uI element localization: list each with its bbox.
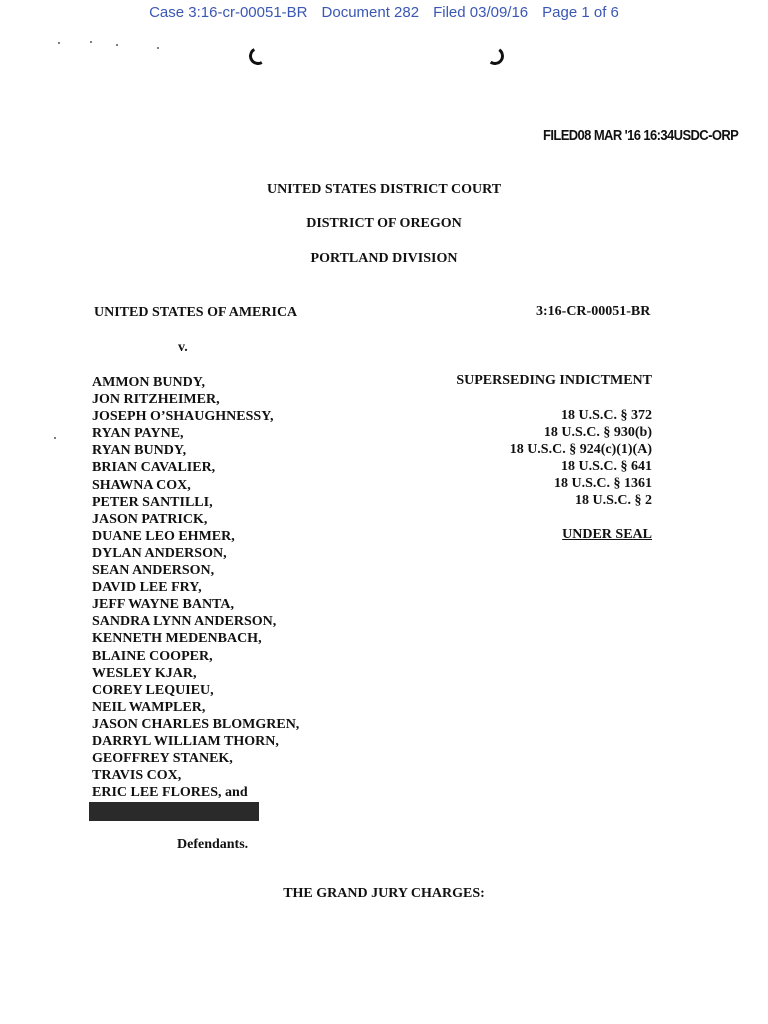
court-district: DISTRICT OF OREGON (306, 216, 462, 231)
scan-speck (116, 44, 118, 46)
plaintiff-name: UNITED STATES OF AMERICA (94, 305, 298, 320)
scan-speck (54, 437, 56, 439)
defendant-name: DAVID LEE FRY, (92, 580, 202, 596)
case-number: 3:16-CR-00051-BR (536, 304, 651, 319)
under-seal-notice: UNDER SEAL (562, 527, 652, 542)
defendant-name: BRIAN CAVALIER, (92, 460, 216, 476)
defendant-name: ERIC LEE FLORES, and (92, 785, 248, 801)
statute-citation: 18 U.S.C. § 924(c)(1)(A) (509, 442, 652, 458)
statute-citations (510, 407, 652, 510)
defendant-name: RYAN PAYNE, (92, 426, 184, 442)
defendant-name: SHAWNA COX, (92, 477, 191, 493)
defendant-name: TRAVIS COX, (92, 768, 182, 784)
defendant-name: BLAINE COOPER, (92, 648, 213, 664)
defendant-name: KENNETH MEDENBACH, (92, 631, 262, 647)
defendant-name: PETER SANTILLI, (92, 494, 213, 510)
defendant-name: RYAN BUNDY, (92, 443, 187, 459)
scan-speck (58, 42, 60, 44)
defendant-name: COREY LEQUIEU, (92, 682, 214, 698)
defendant-name: DYLAN ANDERSON, (92, 545, 227, 561)
document-title: SUPERSEDING INDICTMENT (456, 373, 652, 388)
statute-citation: 18 U.S.C. § 372 (560, 408, 652, 423)
defendants-label: Defendants. (177, 837, 249, 852)
statute-citation: 18 U.S.C. § 2 (574, 493, 652, 509)
defendant-name: JASON PATRICK, (92, 511, 208, 527)
defendant-name: NEIL WAMPLER, (92, 699, 206, 715)
defendant-name: AMMON BUNDY, (92, 375, 206, 390)
defendant-name: JEFF WAYNE BANTA, (92, 597, 234, 613)
document-number-header: Document 282 (321, 4, 420, 21)
statute-citation: 18 U.S.C. § 930(b) (543, 425, 652, 441)
defendants-list (92, 374, 299, 801)
ecf-header-stamp (0, 4, 768, 21)
court-name: UNITED STATES DISTRICT COURT (266, 182, 502, 197)
defendant-name: SANDRA LYNN ANDERSON, (92, 614, 277, 630)
punch-hole-right (485, 46, 506, 67)
filed-date-header: Filed 03/09/16 (433, 4, 529, 21)
defendant-name: SEAN ANDERSON, (92, 563, 215, 579)
defendant-name: WESLEY KJAR, (92, 665, 197, 681)
scan-speck (90, 41, 92, 43)
case-number-header: Case 3:16-cr-00051-BR (149, 4, 308, 21)
statute-citation: 18 U.S.C. § 1361 (553, 476, 652, 492)
versus-label: v. (178, 340, 188, 355)
defendant-name: JON RITZHEIMER, (92, 392, 220, 408)
defendant-name: JASON CHARLES BLOMGREN, (92, 716, 300, 732)
defendant-name: JOSEPH O’SHAUGHNESSY, (92, 409, 274, 425)
defendant-name: DUANE LEO EHMER, (92, 528, 235, 544)
redacted-defendant-name (89, 802, 259, 821)
statute-citation: 18 U.S.C. § 641 (560, 459, 652, 475)
punch-hole-left (247, 45, 269, 67)
defendant-name: DARRYL WILLIAM THORN, (92, 733, 279, 749)
clerk-filed-stamp: FILED08 MAR '16 16:34USDC-ORP (543, 126, 739, 144)
defendant-name: GEOFFREY STANEK, (92, 751, 233, 767)
page-indicator-header: Page 1 of 6 (542, 4, 619, 21)
court-division: PORTLAND DIVISION (310, 251, 458, 266)
scan-speck (157, 47, 159, 49)
charges-heading: THE GRAND JURY CHARGES: (283, 886, 485, 901)
